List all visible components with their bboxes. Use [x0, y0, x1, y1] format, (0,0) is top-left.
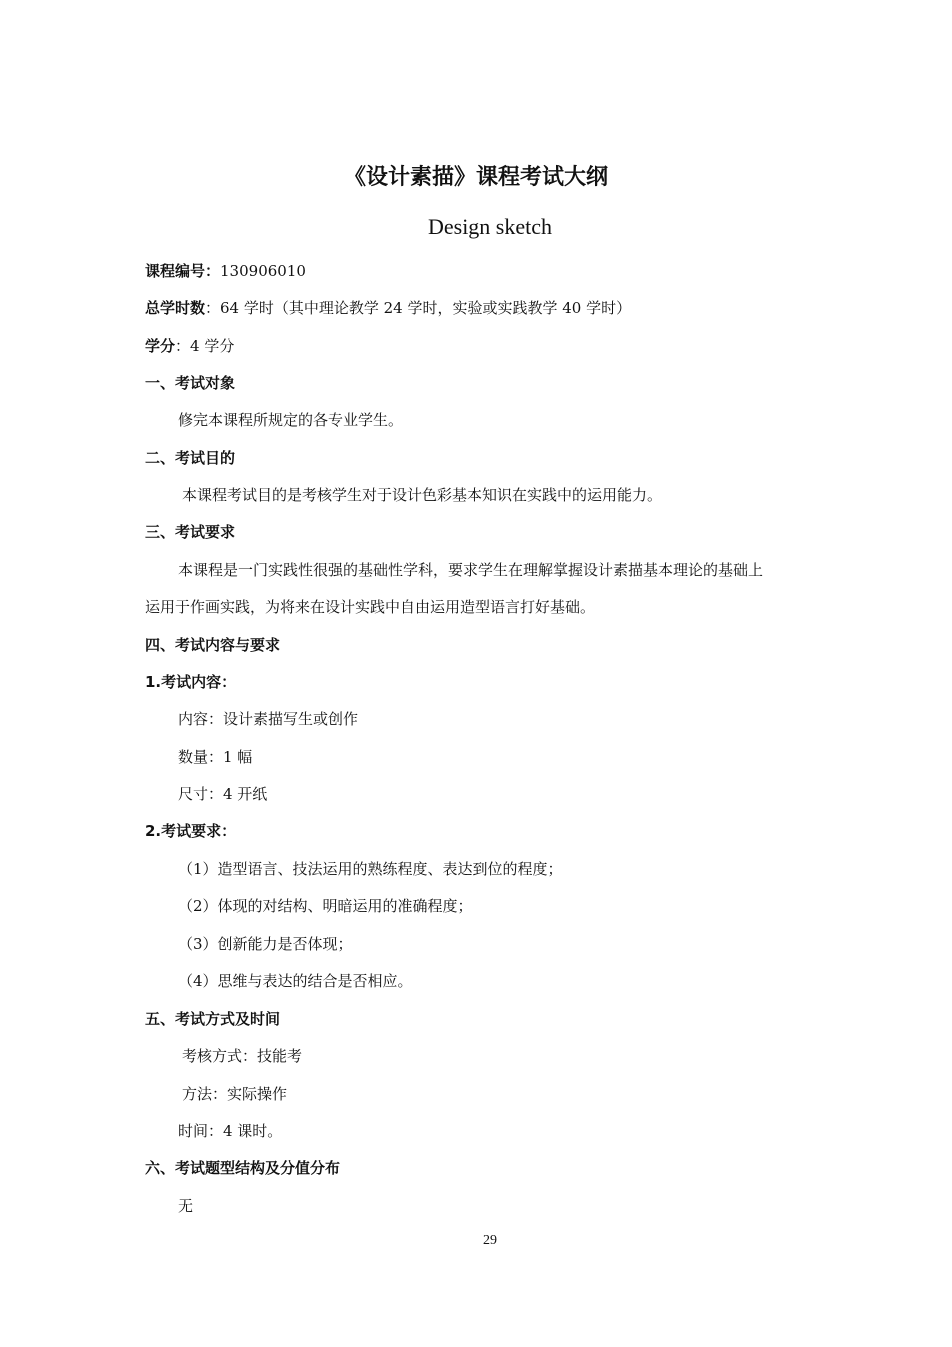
- section-body-line-1: 本课程是一门实践性很强的基础性学科，要求学生在理解掌握设计素描基本理论的基础上: [178, 561, 764, 579]
- section-heading-content-requirements: 四、考试内容与要求: [145, 636, 281, 654]
- section-body-line-2: 运用于作画实践，为将来在设计实践中自由运用造型语言打好基础。: [145, 598, 596, 616]
- total-hours-label: 总学时数: [145, 299, 206, 317]
- exam-method-item: 考核方式：技能考: [182, 1047, 303, 1065]
- section-body-question-structure: 无: [178, 1197, 194, 1215]
- requirement-item-4: （4）思维与表达的结合是否相应。: [178, 972, 413, 990]
- credits-line: [145, 335, 234, 357]
- exam-time-item: 时间：4 课时。: [178, 1122, 283, 1140]
- quantity-item: 数量：1 幅: [178, 748, 253, 766]
- section-heading-exam-method: 五、考试方式及时间: [145, 1010, 281, 1028]
- section-body-exam-target: 修完本课程所规定的各专业学生。: [178, 411, 404, 429]
- total-hours-value: ：64 学时（其中理论教学 24 学时，实验或实践教学 40 学时）: [205, 299, 632, 317]
- size-item: 尺寸：4 开纸: [178, 785, 268, 803]
- requirement-item-3: （3）创新能力是否体现；: [178, 935, 353, 953]
- credits-value: ：4 学分: [175, 337, 235, 355]
- document-title: 《设计素描》课程考试大纲: [343, 165, 608, 190]
- subsection-heading-requirements: 2.考试要求：: [145, 822, 237, 840]
- section-heading-exam-purpose: 二、考试目的: [145, 449, 236, 467]
- document-subtitle: Design sketch: [427, 214, 553, 239]
- section-heading-question-structure: 六、考试题型结构及分值分布: [145, 1159, 341, 1177]
- section-body-exam-purpose: 本课程考试目的是考核学生对于设计色彩基本知识在实践中的运用能力。: [182, 486, 663, 504]
- exam-approach-item: 方法：实际操作: [182, 1085, 288, 1103]
- page-number: 29: [483, 1233, 497, 1248]
- total-hours-line: [145, 297, 631, 319]
- course-code-label: 课程编号：: [145, 262, 221, 280]
- content-item: 内容：设计素描写生或创作: [178, 710, 359, 728]
- requirement-item-1: （1）造型语言、技法运用的熟练程度、表达到位的程度；: [178, 860, 563, 878]
- course-code-line: [145, 260, 306, 282]
- course-code-value: 130906010: [220, 262, 306, 280]
- subsection-heading-content: 1.考试内容：: [145, 673, 237, 691]
- section-heading-exam-requirements: 三、考试要求: [145, 523, 236, 541]
- section-heading-exam-target: 一、考试对象: [145, 374, 236, 392]
- credits-label: 学分: [145, 337, 176, 355]
- requirement-item-2: （2）体现的对结构、明暗运用的准确程度；: [178, 897, 473, 915]
